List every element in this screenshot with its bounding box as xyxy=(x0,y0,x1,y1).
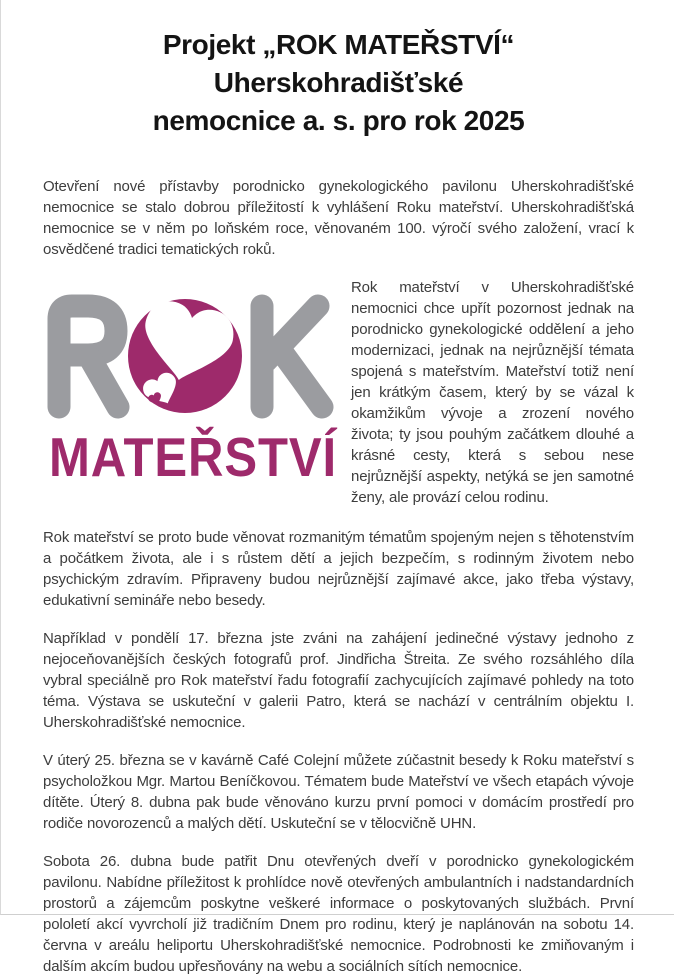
logo-word-materstvi: MATEŘSTVÍ xyxy=(49,426,338,488)
rok-materstvi-logo xyxy=(43,289,343,489)
rok-materstvi-logo-graphic xyxy=(43,289,343,489)
logo-letter-r xyxy=(59,306,118,407)
heart-in-circle-icon xyxy=(128,297,242,413)
paragraph-beside-logo: Rok mateřství v Uherskohradišťské nemocnici chce upřít pozornost jednak na porodnicko gynekologické oddělení a jeho modernizaci, jednak na nejrůznější témata spojená s mateřstvím. Mateřství totiž není jen krátkým časem, který by se vázal k okamžikům vývoje a zrození nového života; ty jsou pouhým začátkem dlouhé a krásné cesty, která s sebou nese nejrůznější aspekty, netýká se jen samotné ženy, ale provází celou rodinu. xyxy=(351,279,634,506)
paragraph-open-day: Sobota 26. dubna bude patřit Dnu otevřených dveří v porodnicko gynekologickém pavilonu. Nabídne příležitost k prohlídce nově otevřených ambulantních i nadstandardních prostorů a zájemcům poskytne veškeré informace o poskytovaných službách. První pololetí akcí vyvrcholí již tradičním Dnem pro rodinu, který je naplánován na sobotu 14. června v areálu heliportu Uherskohradišťské nemocnice. Podrobnosti ke zmiňovaným i dalším akcím budou upřesňovány na webu a sociálních sítích nemocnice. xyxy=(43,853,634,975)
page-title xyxy=(43,26,634,140)
paragraph-themes: Rok mateřství se proto bude věnovat rozmanitým tématům spojeným nejen s těhotenstvím a počátkem života, ale i s růstem dětí a jejich bezpečím, s rodinným životem nebo psychickým zdravím. Připraveny budou nejrůznější zajímavé akce, jako třeba výstavy, edukativní semináře nebo besedy. xyxy=(43,529,634,609)
logo-and-text-row xyxy=(43,277,634,525)
paragraph-intro: Otevření nové přístavby porodnicko gynekologického pavilonu Uherskohradišťské nemocnice se stalo dobrou příležitostí k vyhlášení Roku mateřství. Uherskohradišťská nemocnice se v něm po loňském roce, věnovaném 100. výročí svého založení, vrací k osvědčené tradici tematických roků. xyxy=(43,178,634,258)
paragraph-exhibition: Například v pondělí 17. března jste zváni na zahájení jedinečné výstavy jednoho z nejoceňovanějších českých fotografů prof. Jindřicha Štreita. Ze svého rozsáhlého díla vybral speciálně pro Rok mateřství řadu fotografií zachycujících zajímavé pohledy na toto téma. Výstava se uskuteční v galerii Patro, která se nachází v centrálním objektu I. Uherskohradišťské nemocnice. xyxy=(43,630,634,731)
logo-letter-k xyxy=(262,306,322,407)
page-title-line-2: nemocnice a. s. pro rok 2025 xyxy=(152,105,525,136)
paragraph-lectures: V úterý 25. března se v kavárně Café Colejní můžete zúčastnit besedy k Roku mateřství s psycholožkou Mgr. Martou Beníčkovou. Tématem bude Mateřství ve všech etapách vývoje dítěte. Úterý 8. dubna pak bude věnováno kurzu první pomoci v domácím prostředí pro rodiče novorozenců a malých dětí. Uskuteční se v tělocvičně UHN. xyxy=(43,752,634,832)
page-title-line-1: Projekt „ROK MATEŘSTVÍ“ Uherskohradišťské xyxy=(162,29,515,98)
